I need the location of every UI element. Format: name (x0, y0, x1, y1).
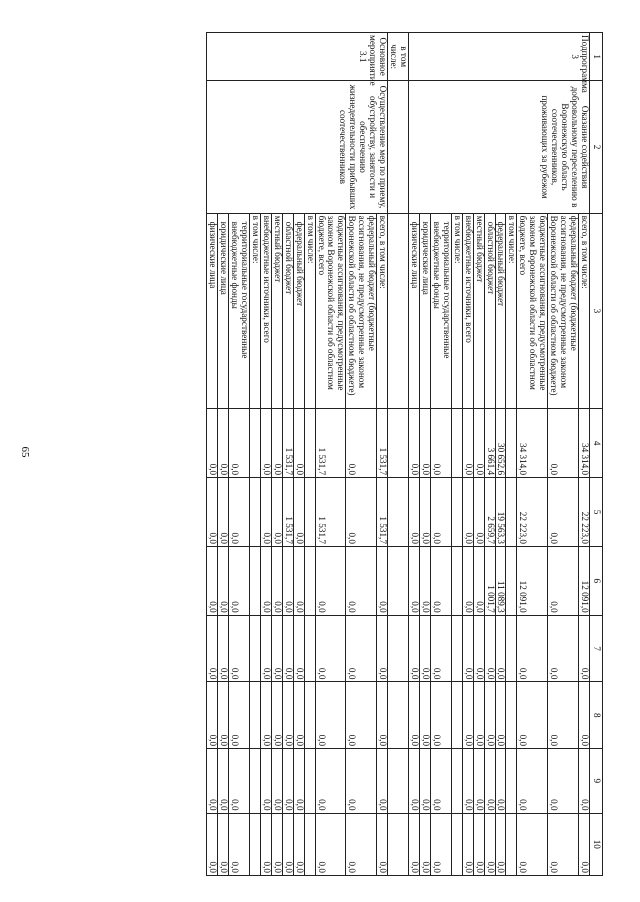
amount-cell: 0,0 (315, 682, 346, 749)
amount-cell: 0,0 (207, 813, 218, 875)
empty-cell (388, 813, 409, 875)
amount-cell: 0,0 (462, 682, 473, 749)
amount-cell: 0,0 (548, 682, 579, 749)
amount-cell: 0,0 (293, 546, 304, 615)
funding-source-label: внебюджетные источники, всего (462, 213, 473, 409)
funding-source-label: всего, в том числе: (377, 213, 388, 409)
amount-cell (250, 478, 261, 547)
amount-cell (250, 813, 261, 875)
empty-cell (388, 478, 409, 547)
amount-cell: 1 531,7 (315, 409, 346, 478)
amount-cell: 0,0 (271, 546, 282, 615)
amount-cell: 0,0 (260, 478, 271, 547)
amount-cell: 0,0 (207, 409, 218, 478)
amount-cell: 0,0 (271, 749, 282, 814)
amount-cell: 0,0 (430, 478, 451, 547)
amount-cell: 0,0 (315, 813, 346, 875)
empty-cell (388, 81, 409, 213)
amount-cell: 0,0 (409, 478, 420, 547)
funding-source-label: федеральный бюджет (293, 213, 304, 409)
empty-cell (388, 682, 409, 749)
amount-cell: 0,0 (420, 813, 431, 875)
amount-cell: 19 563,3 (495, 478, 506, 547)
amount-cell: 0,0 (377, 615, 388, 682)
amount-cell: 0,0 (409, 546, 420, 615)
amount-cell: 0,0 (420, 409, 431, 478)
amount-cell (304, 546, 315, 615)
amount-cell: 0,0 (271, 409, 282, 478)
amount-cell: 0,0 (548, 615, 579, 682)
rotated-table-container (55, 32, 603, 876)
funding-source-label: в том числе: (451, 213, 462, 409)
amount-cell: 0,0 (484, 682, 495, 749)
amount-cell: 0,0 (473, 615, 484, 682)
amount-cell: 0,0 (315, 749, 346, 814)
amount-cell: 0,0 (346, 409, 377, 478)
amount-cell: 0,0 (495, 682, 506, 749)
amount-cell (451, 813, 462, 875)
amount-cell: 0,0 (229, 749, 250, 814)
funding-source-label: в том числе: (250, 213, 261, 409)
amount-cell: 0,0 (548, 478, 579, 547)
amount-cell: 1 001,7 (484, 546, 495, 615)
amount-cell (506, 615, 517, 682)
amount-cell: 12 091,0 (517, 546, 548, 615)
amount-cell: 0,0 (271, 615, 282, 682)
amount-cell: 0,0 (420, 615, 431, 682)
amount-cell: 0,0 (229, 478, 250, 547)
amount-cell: 0,0 (218, 682, 229, 749)
amount-cell (304, 615, 315, 682)
amount-cell: 0,0 (430, 615, 451, 682)
amount-cell: 0,0 (377, 546, 388, 615)
program-title: Оказание содействия добровольному переселению в Воронежскую область соотечественников, проживающих за рубежом (409, 81, 590, 213)
amount-cell: 0,0 (229, 546, 250, 615)
amount-cell: 0,0 (207, 682, 218, 749)
funding-source-label: местный бюджет (473, 213, 484, 409)
amount-cell: 0,0 (260, 615, 271, 682)
amount-cell: 0,0 (548, 813, 579, 875)
column-number: 1 (590, 33, 603, 81)
amount-cell: 0,0 (517, 749, 548, 814)
amount-cell: 34 314,0 (517, 409, 548, 478)
amount-cell: 0,0 (260, 682, 271, 749)
amount-cell: 0,0 (409, 682, 420, 749)
column-number: 10 (590, 813, 603, 875)
amount-cell: 0,0 (377, 813, 388, 875)
amount-cell: 0,0 (495, 813, 506, 875)
amount-cell: 1 531,7 (315, 478, 346, 547)
amount-cell: 0,0 (346, 682, 377, 749)
amount-cell: 0,0 (409, 813, 420, 875)
amount-cell: 34 314,0 (579, 409, 590, 478)
empty-cell (388, 409, 409, 478)
amount-cell: 0,0 (473, 409, 484, 478)
funding-source-label: в том числе: (304, 213, 315, 409)
amount-cell: 0,0 (377, 682, 388, 749)
amount-cell: 0,0 (473, 813, 484, 875)
program-code: Подпрограмма 3 (409, 33, 590, 81)
amount-cell (506, 546, 517, 615)
amount-cell: 30 652,6 (495, 409, 506, 478)
amount-cell: 0,0 (346, 813, 377, 875)
amount-cell: 0,0 (420, 478, 431, 547)
amount-cell: 0,0 (293, 615, 304, 682)
amount-cell: 0,0 (473, 749, 484, 814)
amount-cell: 0,0 (207, 546, 218, 615)
amount-cell (304, 478, 315, 547)
amount-cell: 0,0 (462, 478, 473, 547)
amount-cell: 0,0 (293, 409, 304, 478)
amount-cell: 0,0 (462, 813, 473, 875)
amount-cell: 0,0 (229, 813, 250, 875)
amount-cell: 0,0 (271, 813, 282, 875)
amount-cell: 0,0 (293, 478, 304, 547)
amount-cell: 0,0 (282, 615, 293, 682)
column-number: 5 (590, 478, 603, 547)
amount-cell: 0,0 (579, 682, 590, 749)
amount-cell: 0,0 (218, 749, 229, 814)
amount-cell: 0,0 (260, 813, 271, 875)
funding-source-label: территориальные государственные внебюджетные фонды (229, 213, 250, 409)
amount-cell (250, 615, 261, 682)
funding-source-label: в том числе: (506, 213, 517, 409)
amount-cell: 0,0 (579, 749, 590, 814)
amount-cell: 0,0 (346, 615, 377, 682)
funding-source-label: бюджетные ассигнования, предусмотренные законом Воронежской области об областном бюджете, всего (517, 213, 548, 409)
amount-cell (451, 546, 462, 615)
amount-cell: 0,0 (282, 682, 293, 749)
amount-cell: 1 531,7 (377, 409, 388, 478)
amount-cell: 0,0 (473, 546, 484, 615)
amount-cell: 0,0 (579, 813, 590, 875)
amount-cell (451, 615, 462, 682)
amount-cell: 0,0 (207, 615, 218, 682)
amount-cell: 0,0 (293, 749, 304, 814)
funding-source-label: юридические лица (420, 213, 431, 409)
amount-cell: 0,0 (282, 546, 293, 615)
amount-cell: 0,0 (229, 409, 250, 478)
empty-cell (388, 615, 409, 682)
amount-cell: 0,0 (282, 749, 293, 814)
amount-cell: 0,0 (218, 813, 229, 875)
amount-cell (506, 682, 517, 749)
amount-cell (451, 682, 462, 749)
amount-cell: 0,0 (260, 409, 271, 478)
amount-cell: 0,0 (293, 813, 304, 875)
column-number: 4 (590, 409, 603, 478)
amount-cell: 1 531,7 (282, 409, 293, 478)
amount-cell (451, 749, 462, 814)
table-row (579, 33, 590, 876)
empty-cell (388, 749, 409, 814)
amount-cell: 0,0 (346, 478, 377, 547)
scanned-page (55, 32, 603, 876)
amount-cell: 0,0 (420, 682, 431, 749)
column-number: 3 (590, 213, 603, 409)
amount-cell: 0,0 (229, 682, 250, 749)
section-prefix-row (388, 33, 409, 876)
amount-cell: 0,0 (218, 409, 229, 478)
amount-cell: 0,0 (462, 749, 473, 814)
amount-cell (250, 749, 261, 814)
amount-cell: 0,0 (207, 478, 218, 547)
amount-cell: 0,0 (517, 615, 548, 682)
amount-cell: 0,0 (409, 409, 420, 478)
amount-cell (506, 478, 517, 547)
empty-cell (388, 213, 409, 409)
amount-cell: 0,0 (420, 749, 431, 814)
funding-source-label: областной бюджет (484, 213, 495, 409)
amount-cell: 0,0 (430, 682, 451, 749)
funding-source-label: территориальные государственные внебюджетные фонды (430, 213, 451, 409)
amount-cell: 0,0 (377, 749, 388, 814)
amount-cell: 0,0 (462, 615, 473, 682)
column-number: 7 (590, 615, 603, 682)
funding-source-label: местный бюджет (271, 213, 282, 409)
column-number: 2 (590, 81, 603, 213)
empty-cell (388, 546, 409, 615)
amount-cell: 0,0 (473, 682, 484, 749)
amount-cell (304, 813, 315, 875)
column-number: 6 (590, 546, 603, 615)
amount-cell: 0,0 (271, 478, 282, 547)
amount-cell: 0,0 (548, 749, 579, 814)
amount-cell: 0,0 (218, 478, 229, 547)
page-number: 65 (19, 446, 31, 458)
amount-cell: 0,0 (282, 813, 293, 875)
amount-cell: 1 531,7 (282, 478, 293, 547)
amount-cell (451, 478, 462, 547)
amount-cell: 0,0 (517, 813, 548, 875)
amount-cell: 0,0 (260, 749, 271, 814)
amount-cell: 1 531,7 (377, 478, 388, 547)
amount-cell: 0,0 (484, 813, 495, 875)
funding-source-label: физические лица (207, 213, 218, 409)
amount-cell: 0,0 (495, 615, 506, 682)
amount-cell: 0,0 (484, 749, 495, 814)
amount-cell (304, 682, 315, 749)
amount-cell (451, 409, 462, 478)
amount-cell: 0,0 (495, 749, 506, 814)
amount-cell: 0,0 (430, 546, 451, 615)
amount-cell: 0,0 (409, 749, 420, 814)
amount-cell: 22 223,0 (517, 478, 548, 547)
funding-source-label: федеральный бюджет (495, 213, 506, 409)
amount-cell: 0,0 (315, 546, 346, 615)
amount-cell: 0,0 (315, 615, 346, 682)
amount-cell: 0,0 (473, 478, 484, 547)
amount-cell: 0,0 (484, 615, 495, 682)
amount-cell: 0,0 (260, 546, 271, 615)
amount-cell (506, 749, 517, 814)
amount-cell: 0,0 (409, 615, 420, 682)
amount-cell: 11 089,3 (495, 546, 506, 615)
funding-source-label: внебюджетные источники, всего (260, 213, 271, 409)
column-number: 8 (590, 682, 603, 749)
section-prefix: в том числе: (388, 33, 409, 81)
amount-cell (304, 749, 315, 814)
amount-cell (506, 813, 517, 875)
amount-cell: 0,0 (462, 546, 473, 615)
amount-cell: 0,0 (271, 682, 282, 749)
amount-cell: 0,0 (579, 615, 590, 682)
amount-cell: 12 091,0 (579, 546, 590, 615)
column-number-row (590, 33, 603, 876)
amount-cell: 2 659,7 (484, 478, 495, 547)
amount-cell: 0,0 (462, 409, 473, 478)
program-title: Осуществление мер по приему, обустройству, занятости и обеспечению жизнедеятельности прибывших соотечественников (207, 81, 388, 213)
column-number: 9 (590, 749, 603, 814)
funding-source-label: физические лица (409, 213, 420, 409)
amount-cell: 0,0 (430, 409, 451, 478)
amount-cell: 0,0 (420, 546, 431, 615)
amount-cell: 0,0 (517, 682, 548, 749)
funding-source-label: областной бюджет (282, 213, 293, 409)
amount-cell (250, 682, 261, 749)
amount-cell (506, 409, 517, 478)
amount-cell: 0,0 (218, 546, 229, 615)
budget-table (206, 32, 603, 876)
amount-cell: 0,0 (548, 409, 579, 478)
amount-cell: 0,0 (346, 546, 377, 615)
amount-cell: 0,0 (207, 749, 218, 814)
amount-cell (304, 409, 315, 478)
amount-cell: 0,0 (430, 749, 451, 814)
amount-cell: 0,0 (346, 749, 377, 814)
amount-cell (250, 546, 261, 615)
table-row (377, 33, 388, 876)
amount-cell: 0,0 (548, 546, 579, 615)
funding-source-label: бюджетные ассигнования, предусмотренные законом Воронежской области об областном бюджете, всего (315, 213, 346, 409)
funding-source-label: юридические лица (218, 213, 229, 409)
funding-source-label: федеральный бюджет (бюджетные ассигнования, не предусмотренные законом Воронежской области об областном бюджете) (548, 213, 579, 409)
amount-cell (250, 409, 261, 478)
amount-cell: 0,0 (293, 682, 304, 749)
amount-cell: 0,0 (229, 615, 250, 682)
funding-source-label: всего, в том числе: (579, 213, 590, 409)
program-code: Основное мероприятие 3.1 (207, 33, 388, 81)
amount-cell: 3 661,4 (484, 409, 495, 478)
amount-cell: 0,0 (218, 615, 229, 682)
amount-cell: 22 223,0 (579, 478, 590, 547)
amount-cell: 0,0 (430, 813, 451, 875)
funding-source-label: федеральный бюджет (бюджетные ассигнования, не предусмотренные законом Воронежской области об областном бюджете) (346, 213, 377, 409)
